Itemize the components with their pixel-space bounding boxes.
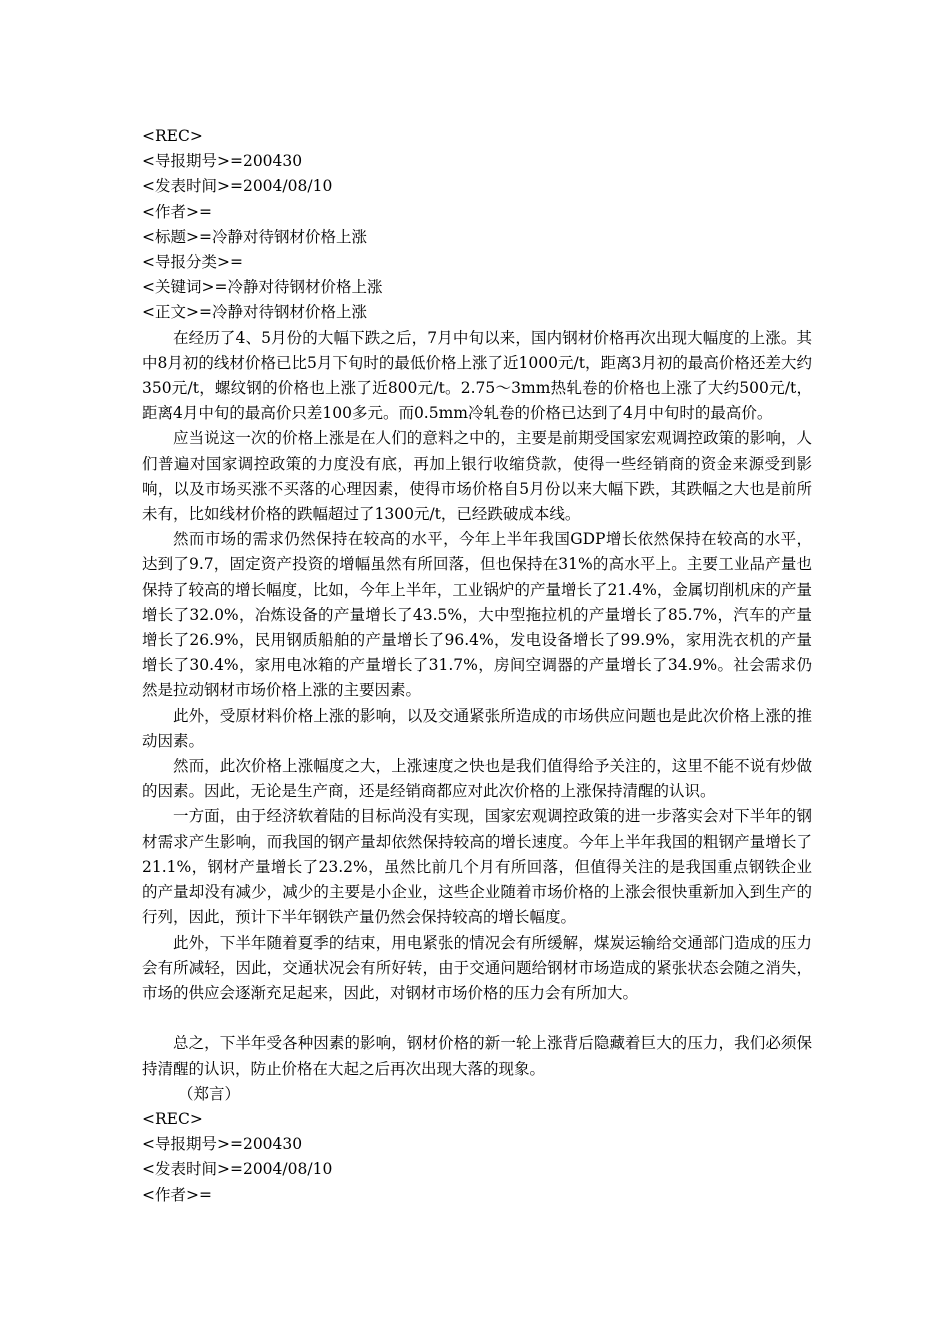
body-paragraph: 此外，受原材料价格上涨的影响，以及交通紧张所造成的市场供应问题也是此次价格上涨的推动因素。 bbox=[142, 706, 812, 750]
body-label-field: <正文>=冷静对待钢材价格上涨 bbox=[142, 303, 367, 322]
title-field: <标题>=冷静对待钢材价格上涨 bbox=[142, 227, 367, 246]
author-field: <作者>= bbox=[142, 1185, 212, 1204]
rec-tag: <REC> bbox=[142, 127, 203, 145]
body-paragraph: 一方面，由于经济软着陆的目标尚没有实现，国家宏观调控政策的进一步落实会对下半年的钢材需求产生影响，而我国的钢产量却依然保持较高的增长速度。今年上半年我国的粗钢产量增长了21.1%，钢材产量增长了23.2%，虽然比前几个月有所回落，但值得关注的是我国重点钢铁企业的产量却没有减少，减少的主要是小企业，这些企业随着市场价格的上涨会很快重新加入到生产的行列，因此，预计下半年钢铁产量仍然会保持较高的增长幅度。 bbox=[142, 807, 812, 927]
publish-date-field: <发表时间>=2004/08/10 bbox=[142, 177, 333, 196]
publish-date-field: <发表时间>=2004/08/10 bbox=[142, 1160, 333, 1179]
category-field: <导报分类>= bbox=[142, 253, 243, 272]
body-paragraph: 应当说这一次的价格上涨是在人们的意料之中的，主要是前期受国家宏观调控政策的影响，人们普遍对国家调控政策的力度没有底，再加上银行收缩贷款，使得一些经销商的资金来源受到影响，以及市场买涨不买落的心理因素，使得市场价格自5月份以来大幅下跌，其跌幅之大也是前所未有，比如线材价格的跌幅超过了1300元/t，已经跌破成本线。 bbox=[142, 429, 812, 524]
issue-number-field: <导报期号>=200430 bbox=[142, 1135, 303, 1154]
record-2 bbox=[142, 1107, 812, 1208]
body-paragraph: 此外，下半年随着夏季的结束，用电紧张的情况会有所缓解，煤炭运输给交通部门造成的压力会有所减轻，因此，交通状况会有所好转，由于交通问题给钢材市场造成的紧张状态会随之消失，市场的供应会逐渐充足起来，因此，对钢材市场价格的压力会有所加大。 bbox=[142, 933, 812, 1002]
record-1 bbox=[142, 124, 812, 1107]
rec-tag: <REC> bbox=[142, 1109, 203, 1128]
blank-line bbox=[142, 1006, 812, 1031]
issue-number-field: <导报期号>=200430 bbox=[142, 152, 303, 171]
body-paragraph: 然而，此次价格上涨幅度之大，上涨速度之快也是我们值得给予关注的，这里不能不说有炒做的因素。因此，无论是生产商，还是经销商都应对此次价格的上涨保持清醒的认识。 bbox=[142, 757, 812, 801]
document-page bbox=[142, 124, 812, 1208]
conclusion-paragraph: 总之，下半年受各种因素的影响，钢材价格的新一轮上涨背后隐藏着巨大的压力，我们必须保持清醒的认识，防止价格在大起之后再次出现大落的现象。 bbox=[142, 1034, 812, 1078]
keywords-field: <关键词>=冷静对待钢材价格上涨 bbox=[142, 278, 383, 297]
body-paragraph: 然而市场的需求仍然保持在较高的水平，今年上半年我国GDP增长依然保持在较高的水平，达到了9.7，固定资产投资的增幅虽然有所回落，但也保持在31%的高水平上。主要工业品产量也保持了较高的增长幅度，比如，今年上半年，工业锅炉的产量增长了21.4%，金属切削机床的产量增长了32.0%，冶炼设备的产量增长了43.5%，大中型拖拉机的产量增长了85.7%，汽车的产量增长了26.9%，民用钢质船舶的产量增长了96.4%，发电设备增长了99.9%，家用洗衣机的产量增长了30.4%，家用电冰箱的产量增长了31.7%，房间空调器的产量增长了34.9%。社会需求仍然是拉动钢材市场价格上涨的主要因素。 bbox=[142, 530, 812, 700]
author-field: <作者>= bbox=[142, 202, 212, 221]
author-signature: （郑言） bbox=[178, 1084, 241, 1103]
article-body bbox=[142, 326, 812, 1107]
body-paragraph: 在经历了4、5月份的大幅下跌之后，7月中旬以来，国内钢材价格再次出现大幅度的上涨。其中8月初的线材价格已比5月下旬时的最低价格上涨了近1000元/t，距离3月初的最高价格还差大约350元/t，螺纹钢的价格也上涨了近800元/t。2.75～3mm热轧卷的价格也上涨了大约500元/t，距离4月中旬的最高价只差100多元。而0.5mm冷轧卷的价格已达到了4月中旬时的最高价。 bbox=[142, 328, 812, 423]
